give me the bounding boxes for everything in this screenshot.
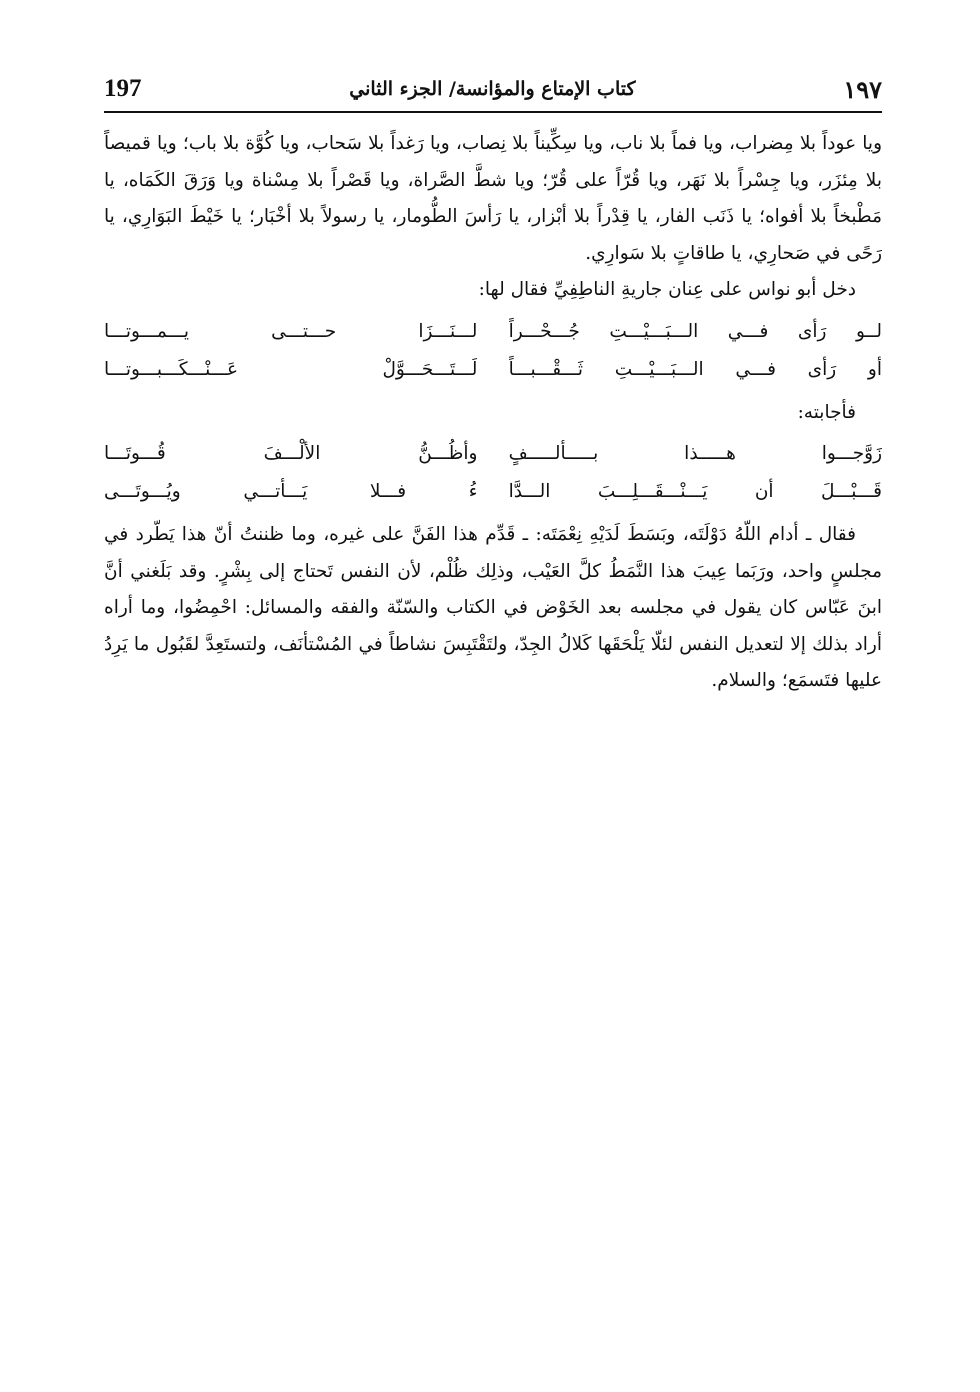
verse bbox=[104, 473, 882, 511]
hemistich-first: لــو رَأى فـــي الـــبَـــيْـــتِ جُـــحْـــراً bbox=[508, 320, 882, 342]
poem-abu-nuwas bbox=[104, 313, 882, 389]
hemistich-first: زَوَّجـــوا هـــــذا بـــــألـــــفٍ bbox=[508, 443, 882, 464]
paragraph-closing: فقال ـ أدام اللّهُ دَوْلَتَه، وبَسَطَ لَدَيْهِ نِعْمَتَه: ـ قَدِّم هذا الفَنَّ على غيره، وما ظننتُ أنّ هذا يَطّرد في مجلسٍ واحد، ورَبَما عِيبَ هذا النَّمَطُ كلَّ العَيْب، وذلِك ظُلْم، لأن النفس تَحتاج إلى بِشْرٍ. وقد بَلَغني أنَّ ابنَ عَبّاس كان يقول في مجلسه بعد الخَوْض في الكتاب والسّنّة والفقه والمسائل: احْمِضُوا، وما أراه أراد بذلك إلا لتعديل النفس لئلّا يَلْحَقَها كَلالُ الجِدّ، ولتَقْتَبِسَ نشاطاً في المُسْتأنَف، ولتستَعِدَّ لقَبُول ما يَرِدُ عليها فتَسمَع؛ والسلام. bbox=[104, 524, 882, 691]
page-header bbox=[104, 68, 882, 110]
hemistich-second: لـــنَـــزَا حـــتـــى يـــمـــوتـــا bbox=[104, 320, 478, 342]
hemistich-first: قَـــبْـــلَ أن يَـــنْـــقَـــلِـــبَ الـــدَّا bbox=[508, 481, 882, 502]
paragraph-insults: ويا عوداً بلا مِضراب، ويا فماً بلا ناب، ويا سِكِّيناً بلا نِصاب، ويا رَغداً بلا سَحاب، ويا كُوَّة بلا باب؛ ويا قميصاً بلا مِئزَر، ويا جِسْراً بلا نَهَر، ويا قُرّاً على قُرّ؛ ويا شطَّ الصَّراة، ويا قَصْراً بلا مِسْناة ويا وَرَقَ الكَمَاه، يا مَطْبخاً بلا أفواه؛ يا ذَنَب الفار، يا قِدْراً بلا أبْزار، يا رَأسَ الطُّومار، يا رسولاً بلا أخْبَار؛ يا خَيْطَ البَوَارِي، يا رَحًى في صَحارِي، يا طاقاتٍ بلا سَوارِي. bbox=[104, 133, 882, 264]
hemistich-first: أو رَأى فـــي الـــبَـــيْـــتِ ثَـــقْـــبـــاً bbox=[508, 358, 882, 380]
verse bbox=[104, 435, 882, 473]
hemistich-second: وأظُـــنُّ الألْـــفَ قُـــوتَـــا bbox=[104, 443, 478, 464]
hemistich-second: لَـــتَـــحَـــوَّلْ عَـــنْـــكَـــبـــوتـــا bbox=[104, 358, 478, 380]
poem-inan-reply bbox=[104, 435, 882, 511]
paragraph-intro: دخل أبو نواس على عِنان جاريةِ الناطِفِيِّ فقال لها: bbox=[478, 279, 856, 300]
running-title: كتاب الإمتاع والمؤانسة/ الجزء الثاني bbox=[349, 78, 636, 100]
verse bbox=[104, 313, 882, 351]
body-text bbox=[104, 126, 882, 700]
page-number-latin: 197 bbox=[104, 75, 142, 102]
paragraph-reply-intro: فأجابته: bbox=[797, 401, 856, 423]
page-number-arabic: ١٩٧ bbox=[843, 74, 882, 104]
header-rule bbox=[104, 111, 882, 113]
verse bbox=[104, 351, 882, 389]
hemistich-second: ءُ فـــلا يَـــأتـــي ويُـــوتَـــى bbox=[104, 481, 478, 502]
